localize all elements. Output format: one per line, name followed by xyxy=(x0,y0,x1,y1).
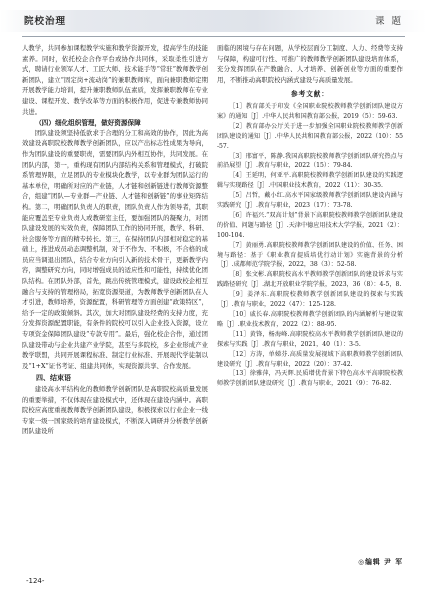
paragraph: 人教学，共同参加课程教学实施和教学资源开发，提高学生的技能素养。同时，依托校企合作平台或协作共同体，采取柔性引进方式，聘请行业领军人才、工匠大师、技术能手等“常驻”教师教学创新团队，建立“固定岗+流动岗”的兼职教师库，面向兼职教师定期开展教学能力培训，提升兼职教师队伍素质，发挥兼职教师在专业建设、课程开发、教学改革等方面的积极作用，促进专兼教师协同共进。 xyxy=(22,45,208,116)
journal-name: 院校治理 xyxy=(24,16,67,27)
reference-item: ［6］许福兴.“双高计划”背景下高职院校教师教学创新团队建设的价值、问题与路径［J］.天津中德应用技术大学学报，2021（2）：100-104. xyxy=(217,211,403,239)
reference-item: ［12］方涛，单娣芬.高质量发展视域下高职教师教学创新团队建设研究［J］.教育与职业，2022（20）：37-42. xyxy=(217,350,403,368)
reference-item: ［10］戚长春.高职院校教师教学创新团队的内涵解析与建设策略［J］.职业技术教育，2022（2）：88-95. xyxy=(217,311,403,328)
reference-item: ［4］王延明，何亚平.高职院校教师教学创新团队建设的实践逻辑与实现路径［J］.中国职业技术教育，2022（11）：30-35. xyxy=(217,172,403,190)
left-column xyxy=(22,44,208,438)
page-header xyxy=(0,0,427,38)
paragraph: 面临的困境与存在问题，从学校层面分工制度、人力、经费等支持与保障，构建可行性、可推广的教师教学创新团队建设培育体系，充分发挥团队在产教融合、人才培养、创新创业等方面的重要作用，不断推动高职院校内涵式建设与高质量发展。 xyxy=(217,45,403,84)
paragraph: 团队建设须坚持低欲求于合理的分工和高效的协作，因此为高效建设高职院校教师教学创新团队，应以产出标志性成果为导向，作为团队建设的重要职责，需要团队内外相互协作，共同发展。在团队内部，第一，重构现有团队内部结构关系和管理模式，打破院系管理界限，立足团队的专业模块化教学，以专业群为团队运行的基本单位，明确所对应的产业链，人才链和创新链进行教师资源整合，组建“团队—专业群—产业链、人才链和创新链”的事业矩阵结构。第二，明确团队负责人的职责，团队负责人作为领导者，其职能应覆盖至专业负责人或教研室主任，要加强团队的凝聚力，对团队建设发展的实效负责，保障团队工作的协同开展，教学、科研、社会服务等方面的精专转长。第三，在保持团队内部相对稳定的基础上，推进成员动态调整机制，对于不作为、不积极，不合格的成员应当调退出团队，结合专业方向引入新的技术骨干，更新教学内容，调整研究方向，同时增强成员的适应性和可能性，持续优化团队结构。在团队外部，首先，跳出传统管理模式，建设政校企相互融合与支持的管理格局，拓宽资源渠道，为教师教学创新团队在人才引进，教师培养，资源配置，科研管理等方面创建“政策特区”，给予一定的政策倾斜。其次，加大对团队建设经费的支持力度，充分发挥资源配置职能，有条件的院校可以引入企业投入资源，设立专项资金保障团队建设“专款专用”。最后，强化校企合作，通过团队建设带动与企业共建产业学院，甚至与多院校，多企业形成产业教学联盟，共同开展课程标准、制定行业标准、开展现代学徒制以及“1+X”证书考证、组建共同体，实现资源共享、合作发展。 xyxy=(22,129,208,370)
editor-credit: ◎编辑 尹 军 xyxy=(358,558,403,566)
section-heading: 四、结束语 xyxy=(36,374,71,383)
reference-item: ［7］黄丽勇.高职院校教师教学创新团队建设的价值、任务、困境与路径：基于《职业教育提质培优行动计划》实施背景的分析［J］.成都师范学院学报，2022，38（3）：52-58. xyxy=(217,241,403,269)
header-rule xyxy=(22,36,405,37)
reference-item: ［3］邢富平，陈静.我国高职院校教师教学创新团队研究热点与前沿展望［J］.教育与职业，2022（15）：79-84. xyxy=(217,152,403,170)
reference-item: ［9］姜泽东.高职院校教师教学创新团队建设的探索与实践［J］.教育与职业，2022（47）：125-128. xyxy=(217,291,403,309)
reference-item: ［13］徐雅萍，冯天辉.民质增优背景下特色高水平高职院校教师教学创新团队建设研究［J］.教育与职业，2021（9）：76-82. xyxy=(217,370,403,388)
reference-item: ［1］教育部关于印发《全国职业院校教师教学创新团队建设方案》的通知［J］.中华人民共和国教育部公报，2019（5）：59-63. xyxy=(217,102,403,120)
section-label: 课 题 xyxy=(374,16,403,27)
page-number: -124- xyxy=(26,577,45,585)
right-column xyxy=(217,44,403,389)
references-title: 参考文献： xyxy=(291,90,329,99)
reference-item: ［11］黄锋，杨海峰.高职院校高水平教师教学创新团队建设的探索与实践［J］.教育与职业，2021，40（1）：3-5. xyxy=(217,330,403,348)
subsection-heading: （四）细化组织管理，做好资源保障 xyxy=(35,119,141,128)
reference-item: ［2］教育部办公厅关于进一步加强全国职业院校教师教学创新团队建设的通知［J］.中华人民共和国教育部公报，2022（10）：55-57. xyxy=(217,122,403,150)
reference-item: ［5］吕哲，戴小红.高水平国家级教师教学创新团队建设内涵与实践研究［J］.教育与职业，2023（17）：73-78. xyxy=(217,192,403,210)
reference-item: ［8］张文彬.高职院校高水平教师教学创新团队的建设诉求与实践路径研究［J］.湖北开放职业学院学报，2023，36（8）：4-5，8. xyxy=(217,271,403,289)
paragraph: 建设高水平结构化的教师教学创新团队是高职院校高质量发展的重要举措，不仅体现在建设模式中，还体现在建设内涵中。高职院校应高度重视教师教学创新团队建设，积极探索以行业企业一线专家一级一国家级的培育建设模式，不断深入调研并分析教学创新团队建设所 xyxy=(22,386,208,436)
